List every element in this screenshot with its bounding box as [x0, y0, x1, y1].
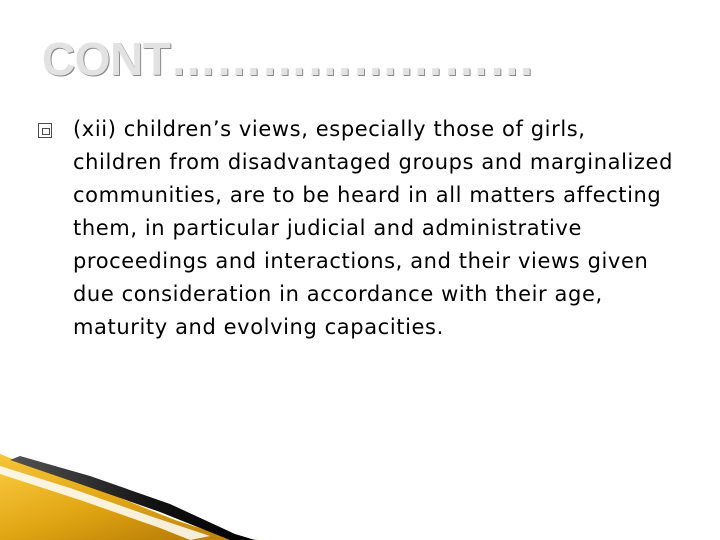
box-bullet-icon [38, 123, 52, 138]
bullet-text: (xii) children’s views, especially those of girls, children from disadvantaged groups and marginalized communities, are to be heard in all matters affecting them, in particular judicial and administrative proceedings and interactions, and their views given due consideration in accordance with their age, maturity and evolving capacities. [73, 117, 674, 339]
bullet-item [38, 113, 678, 344]
corner-swoosh-decoration [0, 440, 260, 540]
page-title: CONT…………………… [42, 33, 535, 85]
slide-content [38, 113, 678, 344]
